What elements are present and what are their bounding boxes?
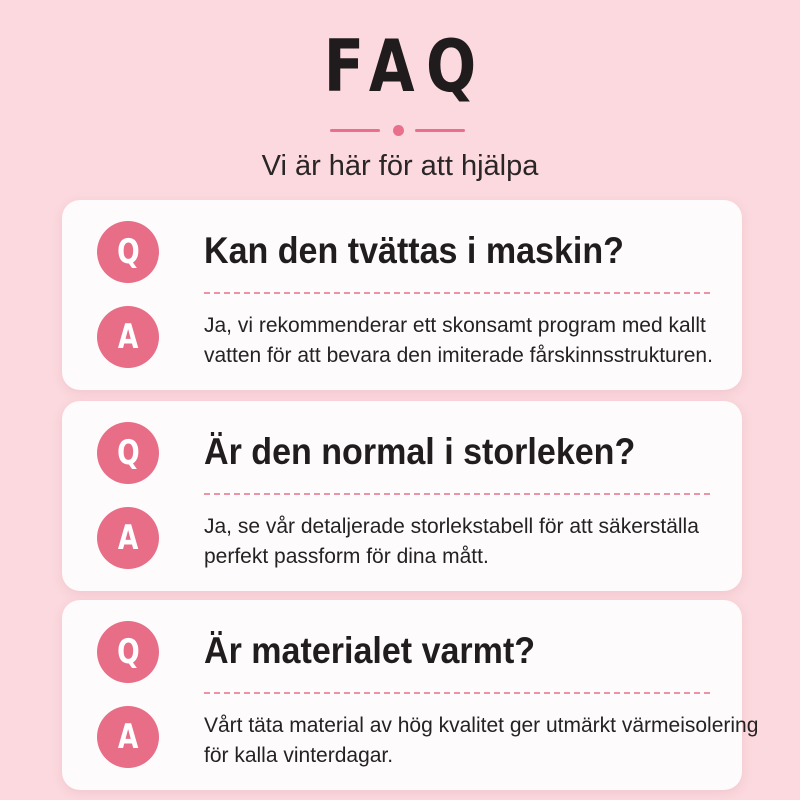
question-badge [97,621,159,683]
faq-answer: Ja, se vår detaljerade storlekstabell för att säkerställa perfekt passform för dina mått. [204,515,699,568]
faq-question: Är den normal i storleken? [204,431,636,472]
faq-answer: Vårt täta material av hög kvalitet ger utmärkt värmeisolering för kalla vinterdagar. [204,714,759,767]
question-badge-label: Q [116,433,140,473]
faq-answer: Ja, vi rekommenderar ett skonsamt program med kallt vatten för att bevara den imiterade fårskinnsstrukturen. [204,314,713,367]
faq-card-1 [62,200,742,390]
dashed-separator [204,692,710,694]
question-badge [97,221,159,283]
answer-badge [97,507,159,569]
page-title: FAQ [323,24,488,108]
divider-line-left [330,129,380,132]
faq-card-2 [62,401,742,591]
answer-badge-label: A [117,518,139,558]
dashed-separator [204,493,710,495]
answer-badge-label: A [117,317,139,357]
page-subtitle: Vi är här för att hjälpa [261,150,539,182]
question-badge-label: Q [116,232,140,272]
question-badge-label: Q [116,632,140,672]
faq-question: Kan den tvättas i maskin? [204,230,624,271]
question-badge [97,422,159,484]
dashed-separator [204,292,710,294]
answer-badge-label: A [117,717,139,757]
answer-badge [97,306,159,368]
title-divider [0,124,800,136]
divider-dot [393,125,404,136]
faq-question: Är materialet varmt? [204,630,536,671]
answer-badge [97,706,159,768]
faq-card-3 [62,600,759,790]
divider-line-right [415,129,465,132]
